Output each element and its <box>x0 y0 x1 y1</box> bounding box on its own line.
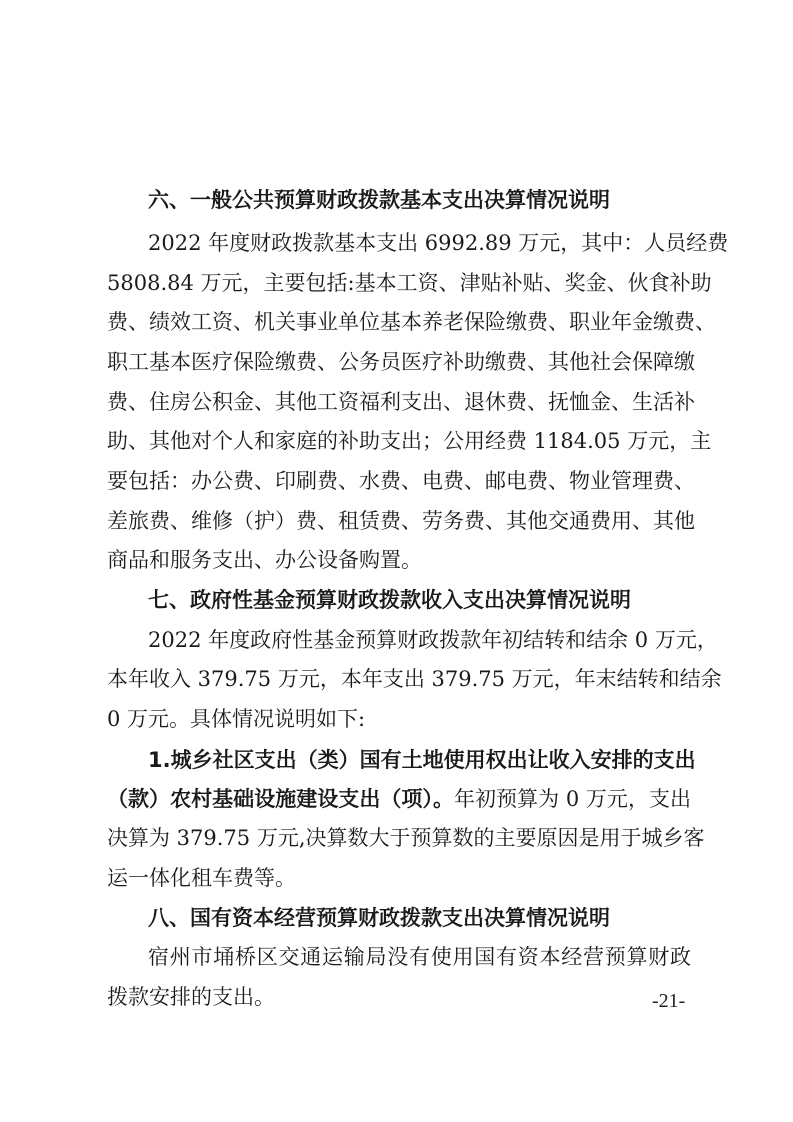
paragraph-line: 助、其他对个人和家庭的补助支出；公用经费 1184.05 万元，主 <box>107 429 712 453</box>
section-heading-8: 八、国有资本经营预算财政拨款支出决算情况说明 <box>148 906 610 930</box>
paragraph-line: 职工基本医疗保险缴费、公务员医疗补助缴费、其他社会保障缴 <box>107 350 695 374</box>
paragraph-line: 本年收入 379.75 万元，本年支出 379.75 万元，年末结转和结余 <box>107 667 722 691</box>
section-heading-7: 七、政府性基金预算财政拨款收入支出决算情况说明 <box>148 588 631 612</box>
paragraph-line: 要包括：办公费、印刷费、水费、电费、邮电费、物业管理费、 <box>107 469 695 493</box>
item-line-2 <box>107 779 691 819</box>
paragraph-line: 费、住房公积金、其他工资福利支出、退休费、抚恤金、生活补 <box>107 390 695 414</box>
paragraph-line: 2022 年度政府性基金预算财政拨款年初结转和结余 0 万元， <box>148 628 718 652</box>
paragraph-line: 差旅费、维修（护）费、租赁费、劳务费、其他交通费用、其他 <box>107 509 695 533</box>
item-text: 年初预算为 0 万元，支出 <box>453 787 692 811</box>
section-heading-6: 六、一般公共预算财政拨款基本支出决算情况说明 <box>148 188 610 212</box>
item-title-continued: （款）农村基础设施建设支出（项）。 <box>107 787 454 811</box>
paragraph-line: 费、绩效工资、机关事业单位基本养老保险缴费、职业年金缴费、 <box>107 310 716 334</box>
item-title-line: 1.城乡社区支出（类）国有土地使用权出让收入安排的支出 <box>148 748 696 772</box>
paragraph-line: 宿州市埇桥区交通运输局没有使用国有资本经营预算财政 <box>148 945 691 969</box>
paragraph-line: 0 万元。具体情况说明如下: <box>107 707 366 731</box>
paragraph-line: 2022 年度财政拨款基本支出 6992.89 万元，其中：人员经费 <box>148 231 729 255</box>
paragraph-line: 商品和服务支出、办公设备购置。 <box>107 548 422 572</box>
page-number: -21- <box>652 990 686 1012</box>
paragraph-line: 运一体化租车费等。 <box>107 866 296 890</box>
paragraph-line: 拨款安排的支出。 <box>107 985 275 1009</box>
paragraph-line: 决算为 379.75 万元,决算数大于预算数的主要原因是用于城乡客 <box>107 826 705 850</box>
paragraph-line: 5808.84 万元，主要包括:基本工资、津贴补贴、奖金、伙食补助 <box>107 271 712 295</box>
